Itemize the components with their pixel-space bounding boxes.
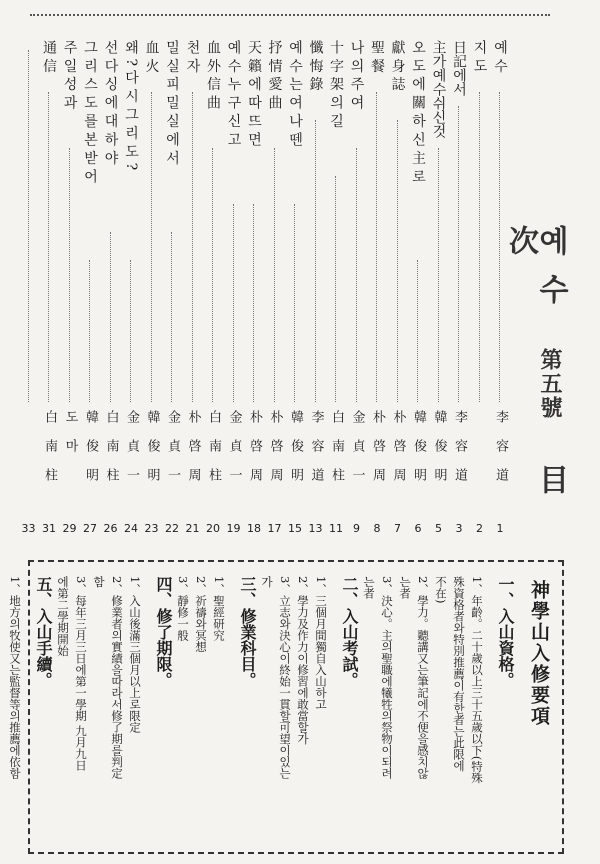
toc-entry-title: 抒 情 愛 曲 bbox=[266, 40, 283, 110]
toc-entry bbox=[101, 40, 121, 535]
toc-entry-author: 朴 啓 周 bbox=[185, 410, 201, 488]
toc-entry-page: 31 bbox=[42, 522, 56, 535]
toc-leader-dots bbox=[110, 232, 111, 402]
notice-line: 不在) bbox=[434, 576, 448, 604]
notice-line: 3、立志와決心이終始一貫할可望이있는 bbox=[278, 576, 292, 779]
notice-line: 는者 bbox=[362, 576, 376, 599]
magazine-title: 예 수 bbox=[533, 225, 568, 308]
toc-entry-title: 懺 悔 錄 bbox=[307, 40, 324, 91]
toc-entry-title: 왜 ? 다 시 그 리 도 ? bbox=[123, 40, 139, 171]
toc-entry-page: 9 bbox=[353, 522, 360, 535]
toc-entry-page: 18 bbox=[247, 522, 261, 535]
toc-entry-title bbox=[19, 40, 39, 380]
toc-entry-author: 韓 俊 明 bbox=[83, 410, 98, 488]
toc-leader-dots bbox=[28, 50, 29, 402]
notice-line: 2、祈禱와冥想 bbox=[194, 576, 208, 653]
toc-entry bbox=[326, 40, 346, 535]
toc-entry-title: 天 籟 에 따 뜨 면 bbox=[246, 40, 262, 147]
notice-line: 1、三個月間獨自入山하고 bbox=[314, 576, 328, 710]
notice-line: 2、修業者의實績을따라서修了期를判定 bbox=[110, 576, 124, 779]
toc-entry-page: 2 bbox=[476, 522, 483, 535]
toc-entry-page: 13 bbox=[308, 522, 323, 535]
toc-entry-page: 29 bbox=[62, 522, 77, 535]
notice-section-heading: 五、入山手續。 bbox=[34, 576, 53, 688]
toc-entry-author: 金 貞 一 bbox=[226, 410, 242, 488]
toc-entry bbox=[388, 40, 408, 535]
toc-entry-author: 李 容 道 bbox=[493, 410, 508, 488]
toc-entry-author: 朴 啓 周 bbox=[247, 410, 262, 488]
toc-entry-title: 그 리 스 도 를 본 받 어 bbox=[82, 40, 98, 184]
toc-entry-author: 朴 啓 周 bbox=[267, 410, 283, 488]
admissions-notice-box bbox=[8, 560, 564, 854]
toc-entry-title: 獻 身 誌 bbox=[389, 40, 406, 91]
toc-entry-page: 8 bbox=[373, 522, 381, 535]
toc-leader-dots bbox=[69, 148, 70, 402]
toc-entry-page: 23 bbox=[144, 522, 159, 535]
toc-entry bbox=[306, 40, 326, 535]
toc-entry-author: 韓 俊 明 bbox=[431, 410, 447, 488]
toc-entry-title: 主가예수쉬신것 bbox=[430, 40, 447, 138]
toc-leader-dots bbox=[212, 148, 213, 402]
toc-entry-author: 朴 啓 周 bbox=[390, 410, 406, 488]
toc-entry-page: 6 bbox=[414, 522, 422, 535]
toc-leader-dots bbox=[499, 92, 500, 402]
toc-leader-dots bbox=[417, 260, 418, 402]
notice-line: 3、決心。主의聖職에犧牲의祭物이되려 bbox=[380, 576, 394, 779]
toc-entry-author: 白 南 柱 bbox=[206, 410, 221, 488]
toc-entry bbox=[429, 40, 449, 535]
notice-line: 1、年齡。二十歲以上三十五歲以下(特殊 bbox=[470, 576, 484, 784]
toc-entry-author: 李 容 道 bbox=[308, 410, 324, 488]
toc-entry-author: 韓 俊 明 bbox=[411, 410, 426, 488]
toc-entry-page: 17 bbox=[267, 522, 282, 535]
toc-entry bbox=[347, 40, 367, 535]
toc-leader-dots bbox=[356, 148, 357, 402]
toc-leader-dots bbox=[274, 148, 275, 402]
toc-entry-author bbox=[470, 410, 490, 520]
toc-entry-title: 천 자 bbox=[184, 40, 201, 73]
toc-entry-page: 5 bbox=[435, 522, 442, 535]
issue-number: 第五號 bbox=[537, 347, 563, 420]
toc-leader-dots bbox=[315, 120, 316, 402]
toc-entry-page: 24 bbox=[124, 522, 138, 535]
notice-line: 3、每年三月三日에第一學期 九月九日 bbox=[74, 576, 88, 771]
toc-entry bbox=[408, 40, 428, 535]
notice-line: 殊資格者와特別推薦이有한者는此限에 bbox=[452, 576, 466, 772]
toc-entry-page: 21 bbox=[185, 522, 200, 535]
toc-entry-title: 선 다 싱 에 대 하 야 bbox=[102, 40, 119, 165]
notice-line: 2、學力及作力이修習에敢當할가 bbox=[296, 576, 310, 745]
toc-leader-dots bbox=[233, 204, 234, 402]
toc-entry-page: 11 bbox=[329, 522, 343, 535]
toc-entry-author: 도 마 bbox=[62, 410, 78, 459]
notice-line: 3、靜修一般 bbox=[176, 576, 190, 641]
toc-entry-title: 十 字 架 의 길 bbox=[328, 40, 344, 128]
toc-entry-title: 나 의 주 여 bbox=[348, 40, 365, 110]
toc-leader-dots bbox=[48, 92, 49, 402]
notice-section-heading: 四、修了期限。 bbox=[154, 576, 173, 688]
notice-line: 1、入山後滿三個月以上로限定 bbox=[128, 576, 142, 733]
notice-line: 1、聖經研究 bbox=[212, 576, 226, 641]
toc-entry-author: 韓 俊 明 bbox=[144, 410, 160, 488]
toc-leader-dots bbox=[397, 120, 398, 402]
toc-entry-title: 지 도 bbox=[471, 40, 488, 73]
notice-line: 는者 bbox=[398, 576, 412, 599]
toc-leader-dots bbox=[192, 92, 193, 402]
toc-entry-title: 주 일 성 과 bbox=[61, 40, 78, 110]
notice-line: 가 bbox=[260, 576, 274, 588]
toc-entry-page: 26 bbox=[103, 522, 118, 535]
toc-leader-dots bbox=[438, 148, 439, 402]
toc-entry-author: 金 貞 一 bbox=[349, 410, 365, 488]
toc-entry-page: 1 bbox=[496, 522, 504, 535]
toc-entry-page: 20 bbox=[206, 522, 220, 535]
toc-entry bbox=[142, 40, 162, 535]
toc-leader-dots bbox=[376, 92, 377, 402]
notice-section-heading: 三、修業科目。 bbox=[238, 576, 257, 688]
notice-section-heading: 二、入山考試。 bbox=[340, 576, 359, 688]
toc-entry-author: 李 容 道 bbox=[452, 410, 467, 488]
toc-leader-dots bbox=[458, 106, 459, 402]
toc-leader-dots bbox=[151, 92, 152, 402]
toc-entry bbox=[244, 40, 264, 535]
toc-entry-page: 15 bbox=[288, 522, 302, 535]
notice-line: 2、學力。聽講又는筆記에不便을感치않 bbox=[416, 576, 430, 779]
toc-entry bbox=[449, 40, 469, 535]
toc-entry bbox=[80, 40, 100, 535]
toc-entry-title: 밀 실 피 밀 실 에 서 bbox=[164, 40, 180, 165]
toc-entry bbox=[121, 40, 141, 535]
toc-entry-title: 日記에서 bbox=[451, 40, 467, 96]
toc-entry-author: 白 南 柱 bbox=[42, 410, 57, 488]
toc-entry-title: 聖 餐 bbox=[369, 40, 385, 73]
toc-entry bbox=[490, 40, 510, 535]
toc-entry-author: 白 南 柱 bbox=[329, 410, 344, 488]
toc-leader-dots bbox=[479, 92, 480, 402]
toc-entry bbox=[224, 40, 244, 535]
toc-leader-dots bbox=[171, 232, 172, 402]
toc-entry-title: 通 信 bbox=[41, 40, 57, 73]
toc-entry-author bbox=[19, 410, 39, 520]
toc-entry-title: 血 火 bbox=[143, 40, 160, 73]
top-dotted-rule bbox=[30, 14, 550, 16]
toc-entry-page: 3 bbox=[455, 522, 463, 535]
notice-line: 에第二學期開始 bbox=[56, 576, 70, 657]
toc-entry bbox=[162, 40, 182, 535]
toc-entry-page: 7 bbox=[394, 522, 401, 535]
contents-label: 目 次 bbox=[503, 225, 568, 499]
toc-entry bbox=[183, 40, 203, 535]
toc-entry bbox=[39, 40, 59, 535]
toc-entry-page: 22 bbox=[165, 522, 179, 535]
toc-entry bbox=[285, 40, 305, 535]
toc-entry-title: 예 수 는 여 나 뗀 bbox=[287, 40, 303, 147]
toc-entry-author: 金 貞 一 bbox=[124, 410, 139, 488]
toc-leader-dots bbox=[294, 204, 295, 402]
toc-entry bbox=[203, 40, 223, 535]
toc-entry bbox=[19, 40, 39, 535]
toc-entry bbox=[470, 40, 490, 535]
toc-leader-dots bbox=[253, 204, 254, 402]
toc-entry-page: 33 bbox=[21, 522, 36, 535]
toc-entry-author: 韓 俊 明 bbox=[288, 410, 303, 488]
toc-entry-author: 金 貞 一 bbox=[165, 410, 180, 488]
toc-entry-title: 예 수 누 구 신 고 bbox=[225, 40, 242, 147]
toc-leader-dots bbox=[89, 260, 90, 402]
notice-line: 함 bbox=[92, 576, 106, 588]
notice-section-heading: 一、入山資格。 bbox=[496, 576, 515, 688]
toc-entry bbox=[367, 40, 387, 535]
toc-entry-title: 예 수 bbox=[492, 40, 508, 73]
toc-entry bbox=[60, 40, 80, 535]
notice-line: 1、地方의牧使又는監督等의推薦에依함 bbox=[8, 576, 22, 779]
toc-entry-title: 血 外 信 曲 bbox=[205, 40, 221, 110]
toc-leader-dots bbox=[130, 260, 131, 402]
toc-entry-page: 27 bbox=[83, 522, 97, 535]
toc-entry bbox=[265, 40, 285, 535]
toc-entry-author: 朴 啓 周 bbox=[370, 410, 385, 488]
notice-title: 神學山入修要項 bbox=[528, 580, 550, 727]
toc-leader-dots bbox=[335, 176, 336, 402]
toc-entry-page: 19 bbox=[226, 522, 241, 535]
toc-entry-author: 白 南 柱 bbox=[103, 410, 119, 488]
toc-entry-title: 오 도 에 關 하 신 主 로 bbox=[410, 40, 426, 184]
